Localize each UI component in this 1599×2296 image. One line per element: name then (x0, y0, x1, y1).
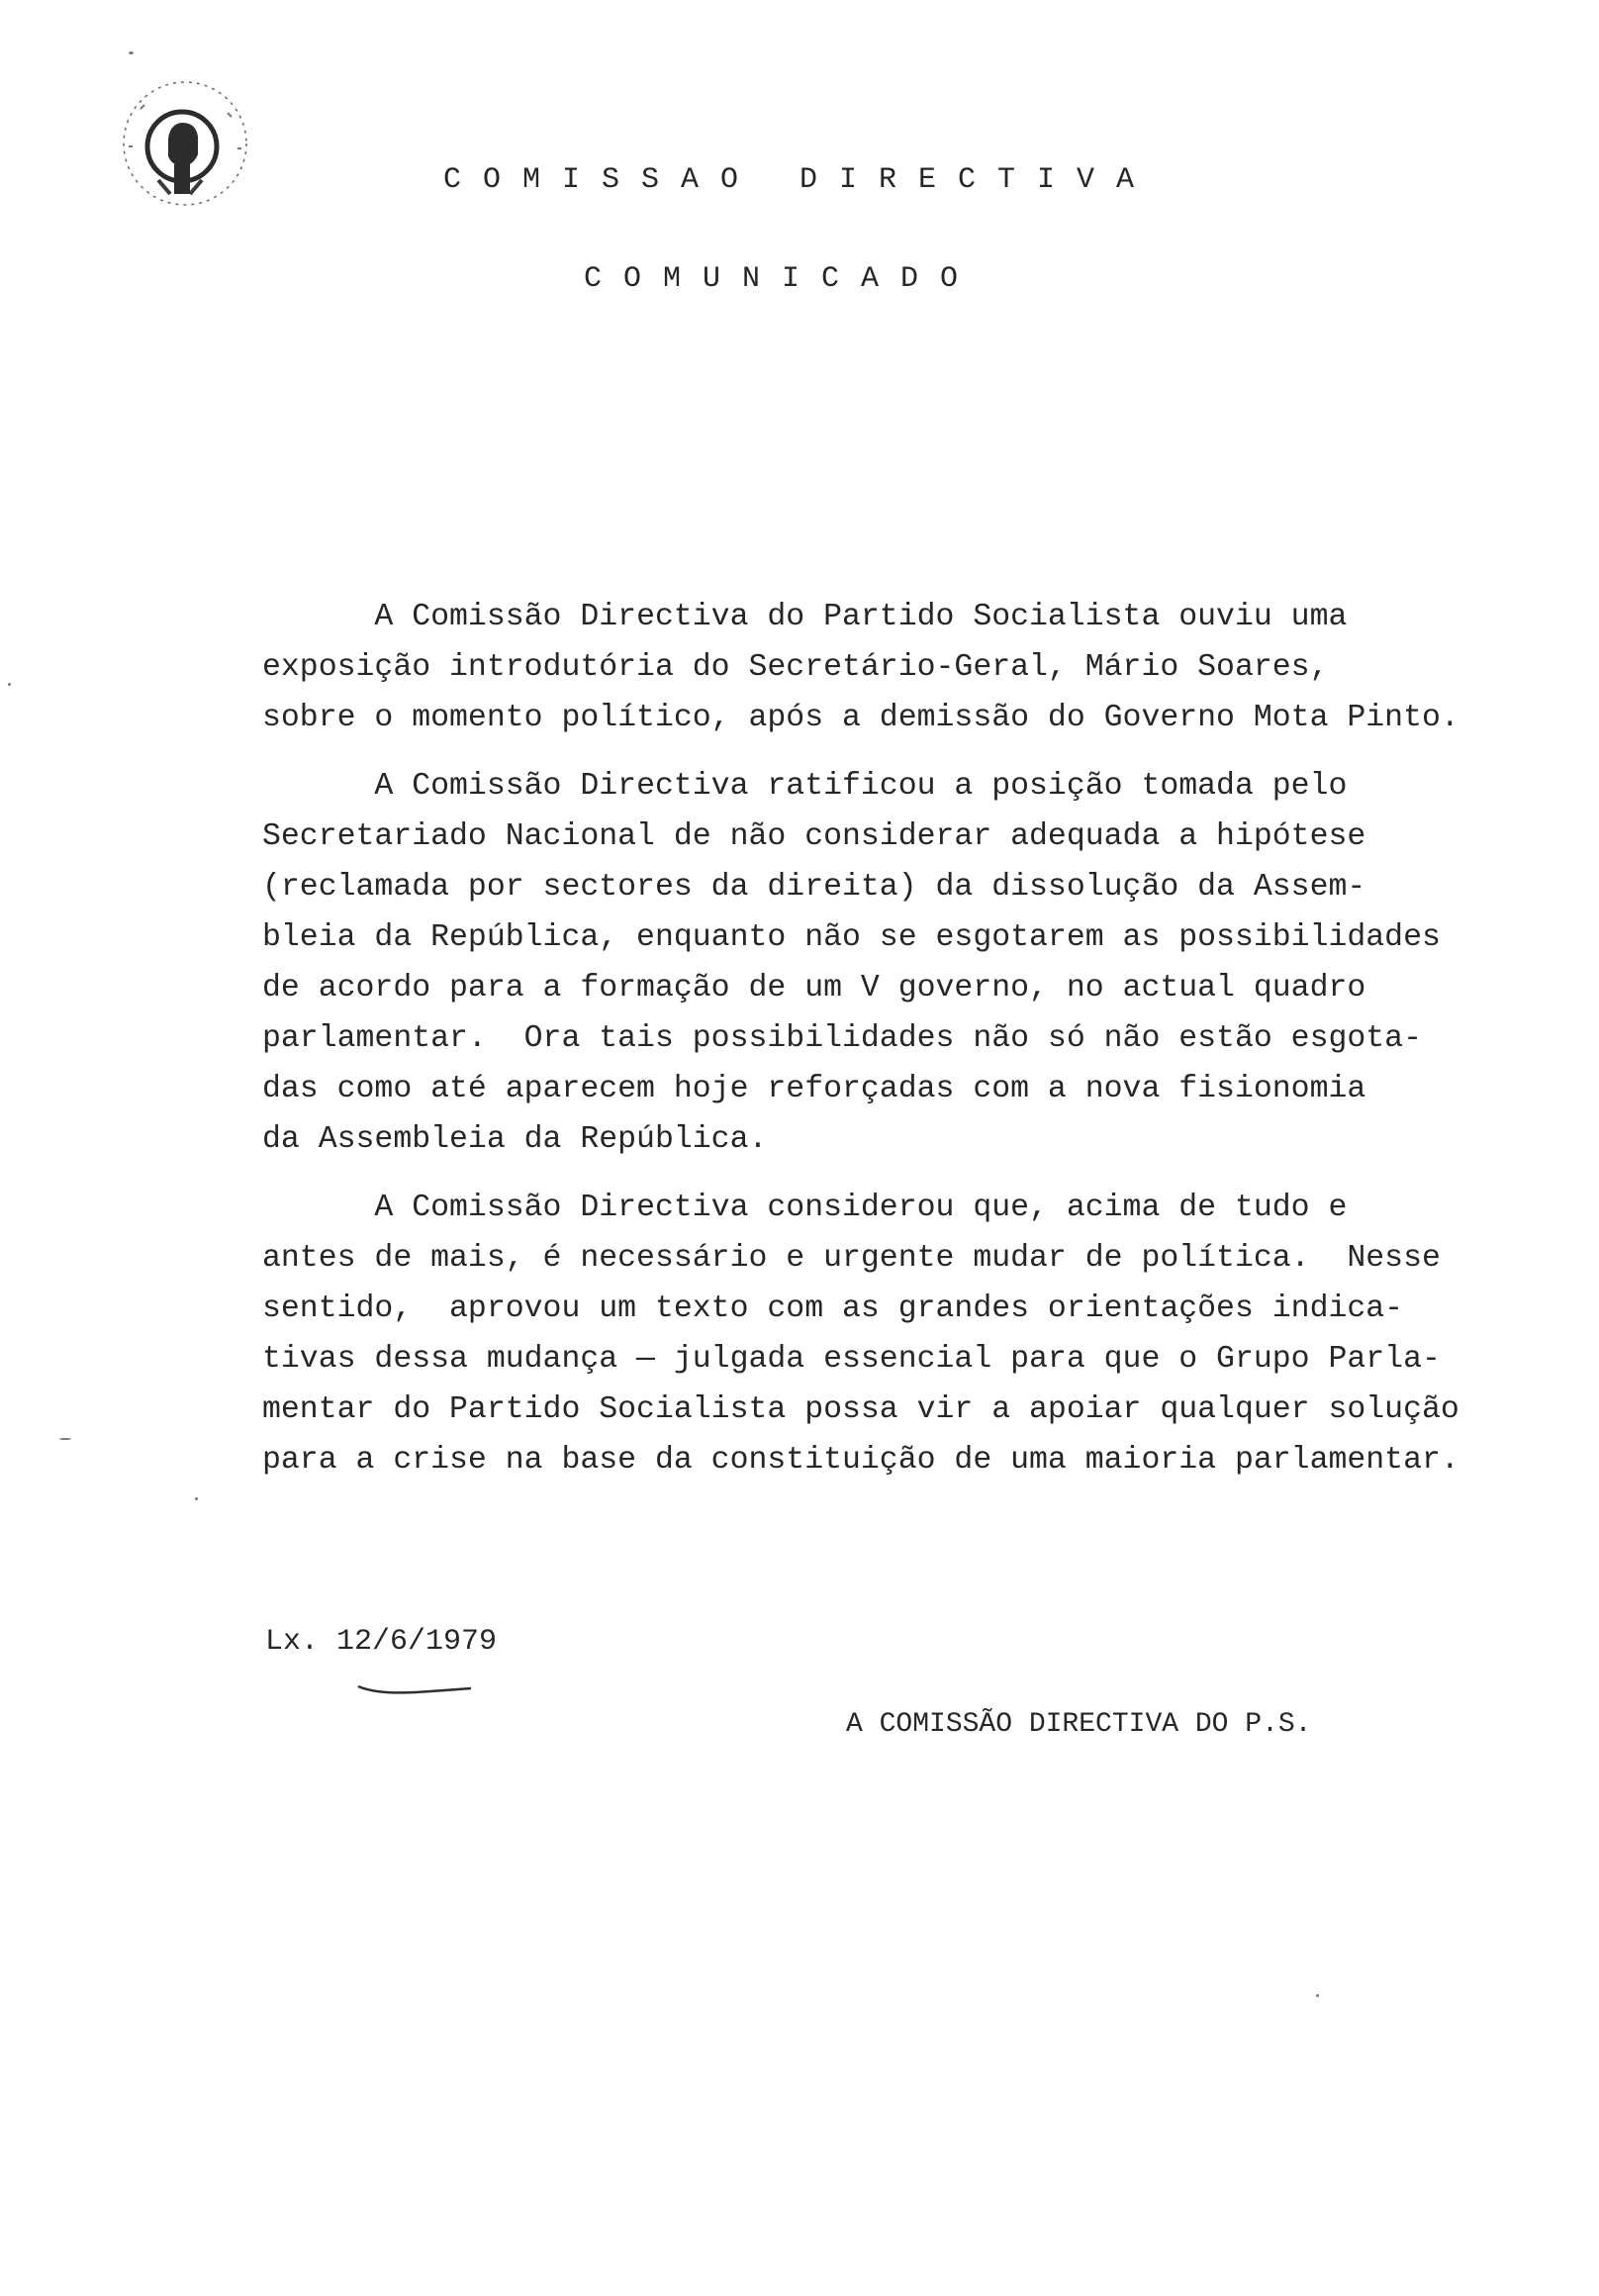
scan-speck (129, 51, 134, 54)
subheading: COMUNICADO (584, 262, 981, 296)
paragraph-2: A Comissão Directiva ratificou a posição tomada pelo Secretariado Nacional de não considerar adequada a hipótese (reclamada por sectores da direita) da dissolução da Assem- bleia da República, enquanto não se esgotarem as possibilidades de acordo para a formação de um V governo, no actual quadro parlamentar. Ora tais possibilidades não só não estão esgota- das como até aparecem hoje reforçadas com a nova fisionomia da Assembleia da República. (262, 769, 1441, 1157)
paragraph-1: A Comissão Directiva do Partido Socialista ouviu uma exposição introdutória do Secretário-Geral, Mário Soares, sobre o momento político, após a demissão do Governo Mota Pinto. (262, 600, 1459, 735)
paragraph-3: A Comissão Directiva considerou que, acima de tudo e antes de mais, é necessário e urgente mudar de política. Nesse sentido, aprovou um texto com as grandes orientações indica- tivas dessa mudança — julgada essencial para que o Grupo Parla- mentar do Partido Socialista possa vir a apoiar qualquer solução para a crise na base da constituição de uma maioria parlamentar. (262, 1191, 1459, 1478)
scan-speck (59, 1438, 71, 1440)
signature-line: A COMISSÃO DIRECTIVA DO P.S. (846, 1709, 1312, 1740)
communique-body (262, 592, 1549, 1503)
date-line: Lx. 12/6/1979 (265, 1625, 498, 1659)
scan-speck (1316, 1994, 1319, 1997)
party-fist-seal-icon (111, 69, 259, 218)
scan-speck (195, 1497, 198, 1500)
heading: COMISSAO DIRECTIVA (443, 163, 1157, 197)
scan-speck (8, 683, 11, 686)
handwritten-underline (356, 1682, 475, 1696)
